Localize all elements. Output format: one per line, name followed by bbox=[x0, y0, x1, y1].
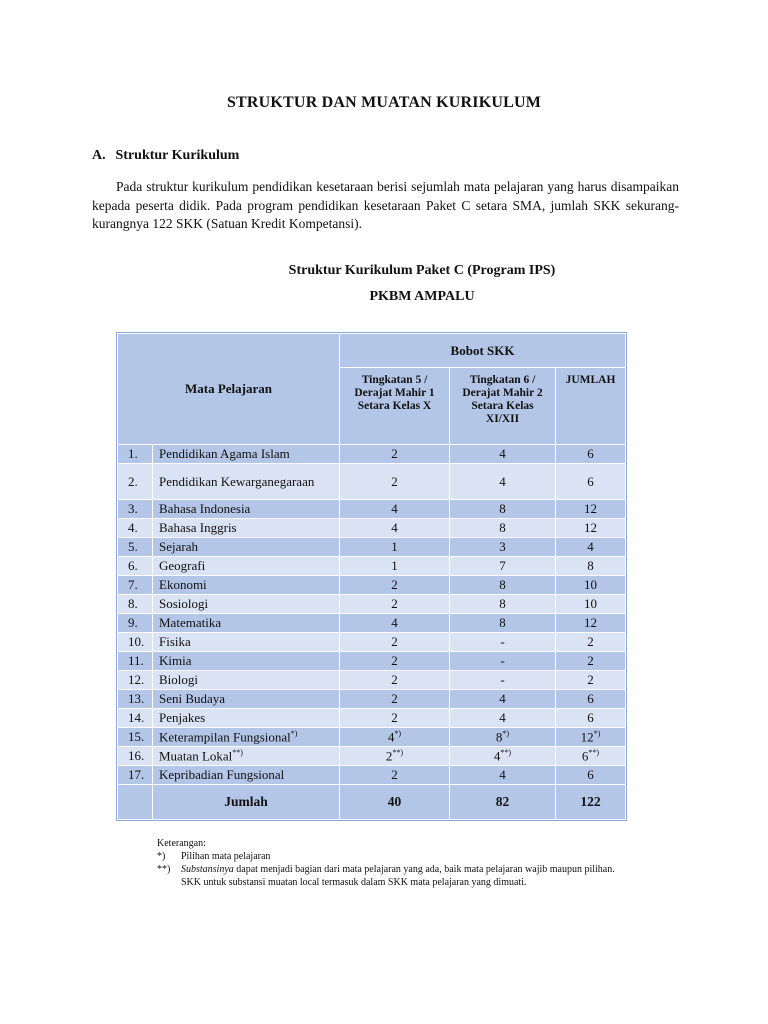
row-jumlah bbox=[556, 690, 626, 709]
row-jumlah-text: 6 bbox=[581, 748, 589, 764]
row-t5 bbox=[340, 538, 450, 557]
note2-line2: SKK untuk substansi muatan local termasuk dalam SKK mata pelajaran yang dimuati. bbox=[181, 877, 527, 888]
row-jumlah bbox=[556, 709, 626, 728]
table-row bbox=[118, 671, 626, 690]
row-subject-footnote: *) bbox=[290, 728, 298, 738]
header-subject: Mata Pelajaran bbox=[118, 334, 340, 445]
total-t6: 82 bbox=[450, 785, 556, 820]
row-jumlah-text: 8 bbox=[587, 558, 594, 573]
row-jumlah-text: 12 bbox=[584, 615, 598, 630]
row-jumlah bbox=[556, 633, 626, 652]
note1-text: Pilihan mata pelajaran bbox=[181, 851, 271, 862]
row-t5-text: 2 bbox=[391, 634, 398, 649]
row-number bbox=[118, 519, 153, 538]
table-row bbox=[118, 500, 626, 519]
row-t5-text: 2 bbox=[391, 473, 398, 489]
note1-mark: *) bbox=[157, 851, 166, 862]
row-t5 bbox=[340, 728, 450, 747]
row-subject-text: Matematika bbox=[159, 615, 222, 630]
row-t6-text: 7 bbox=[499, 558, 506, 573]
row-jumlah bbox=[556, 766, 626, 785]
row-jumlah bbox=[556, 500, 626, 519]
row-subject bbox=[153, 500, 340, 519]
row-t5-text: 4 bbox=[387, 729, 395, 745]
row-t6-text: 8 bbox=[499, 501, 506, 516]
row-t5-text: 4 bbox=[391, 615, 398, 630]
row-t6-text: 8 bbox=[499, 577, 506, 592]
row-number bbox=[118, 557, 153, 576]
row-t5-text: 2 bbox=[391, 672, 398, 687]
row-jumlah bbox=[556, 445, 626, 464]
row-t5-text: 2 bbox=[391, 767, 398, 782]
row-number bbox=[118, 690, 153, 709]
row-t6-text: 8 bbox=[499, 520, 506, 535]
row-t6-text: 8 bbox=[499, 615, 506, 630]
row-t5-footnote: *) bbox=[394, 728, 402, 738]
note2-italic: Substansinya bbox=[181, 864, 234, 875]
row-number bbox=[118, 747, 153, 766]
row-t5 bbox=[340, 500, 450, 519]
row-subject bbox=[153, 652, 340, 671]
table-row bbox=[118, 690, 626, 709]
row-t6 bbox=[450, 519, 556, 538]
row-jumlah-text: 10 bbox=[584, 596, 598, 611]
table-row bbox=[118, 747, 626, 766]
row-jumlah bbox=[556, 614, 626, 633]
row-jumlah bbox=[556, 557, 626, 576]
curriculum-table bbox=[117, 333, 626, 820]
row-t6 bbox=[450, 538, 556, 557]
row-t6 bbox=[450, 464, 556, 500]
row-t6 bbox=[450, 747, 556, 766]
row-t6 bbox=[450, 445, 556, 464]
row-t5 bbox=[340, 652, 450, 671]
row-number bbox=[118, 464, 153, 500]
row-t6-text: - bbox=[500, 634, 505, 649]
row-t5 bbox=[340, 614, 450, 633]
row-t5 bbox=[340, 595, 450, 614]
table-row bbox=[118, 633, 626, 652]
table-row bbox=[118, 557, 626, 576]
row-jumlah-text: 4 bbox=[587, 539, 594, 554]
row-t5 bbox=[340, 747, 450, 766]
row-jumlah-text: 10 bbox=[584, 577, 598, 592]
row-number-text: 14. bbox=[128, 710, 145, 725]
row-t6-text: 8 bbox=[499, 596, 506, 611]
row-t5-text: 1 bbox=[391, 558, 398, 573]
table-row bbox=[118, 652, 626, 671]
page-title: STRUKTUR DAN MUATAN KURIKULUM bbox=[226, 94, 542, 111]
row-t6 bbox=[450, 576, 556, 595]
note2-mark: **) bbox=[157, 864, 171, 875]
row-number-text: 2. bbox=[128, 473, 138, 489]
row-jumlah-footnote: *) bbox=[593, 728, 601, 738]
row-t5-text: 4 bbox=[391, 501, 398, 516]
row-subject-text: Kepribadian Fungsional bbox=[159, 767, 285, 782]
row-subject-text: Ekonomi bbox=[159, 577, 207, 592]
row-subject bbox=[153, 633, 340, 652]
row-t6 bbox=[450, 614, 556, 633]
row-t6-footnote: *) bbox=[502, 728, 510, 738]
row-jumlah-footnote: **) bbox=[588, 747, 600, 757]
row-t6 bbox=[450, 595, 556, 614]
row-subject-text: Geografi bbox=[159, 558, 206, 573]
table-row bbox=[118, 766, 626, 785]
row-number bbox=[118, 709, 153, 728]
header-tingkatan-5: Tingkatan 5 / Derajat Mahir 1 Setara Kelas X bbox=[340, 368, 450, 445]
row-number-text: 6. bbox=[128, 558, 138, 573]
row-subject bbox=[153, 538, 340, 557]
note2-text: dapat menjadi bagian dari mata pelajaran yang ada, baik mata pelajaran wajib maupun pilihan. bbox=[233, 864, 615, 875]
section-title: Struktur Kurikulum bbox=[115, 148, 240, 163]
table-row bbox=[118, 445, 626, 464]
row-subject-text: Seni Budaya bbox=[159, 691, 226, 706]
section-number: A. bbox=[92, 148, 106, 163]
total-jumlah: 122 bbox=[556, 785, 626, 820]
row-number bbox=[118, 500, 153, 519]
row-t5-text: 2 bbox=[391, 691, 398, 706]
row-number bbox=[118, 576, 153, 595]
row-subject bbox=[153, 614, 340, 633]
row-t6 bbox=[450, 766, 556, 785]
total-label: Jumlah bbox=[153, 785, 340, 820]
row-t5-text: 4 bbox=[391, 520, 398, 535]
row-t6-text: 4 bbox=[499, 446, 506, 461]
row-t6-text: 3 bbox=[499, 539, 506, 554]
row-subject-text: Sosiologi bbox=[159, 596, 209, 611]
section-heading bbox=[92, 148, 239, 164]
row-jumlah bbox=[556, 576, 626, 595]
row-subject bbox=[153, 445, 340, 464]
row-t5 bbox=[340, 709, 450, 728]
row-t6 bbox=[450, 557, 556, 576]
row-number bbox=[118, 614, 153, 633]
row-t5 bbox=[340, 576, 450, 595]
row-t6-text: 4 bbox=[499, 691, 506, 706]
table-row bbox=[118, 728, 626, 747]
row-t5 bbox=[340, 766, 450, 785]
row-t6 bbox=[450, 671, 556, 690]
row-jumlah-text: 6 bbox=[587, 710, 594, 725]
row-t5-text: 2 bbox=[391, 577, 398, 592]
row-jumlah bbox=[556, 464, 626, 500]
table-title: Struktur Kurikulum Paket C (Program IPS) bbox=[288, 263, 556, 278]
row-number-text: 5. bbox=[128, 539, 138, 554]
table-row bbox=[118, 576, 626, 595]
row-subject-text: Bahasa Indonesia bbox=[159, 501, 251, 516]
row-t5-text: 1 bbox=[391, 539, 398, 554]
row-t5 bbox=[340, 633, 450, 652]
row-subject bbox=[153, 766, 340, 785]
table-row bbox=[118, 538, 626, 557]
table-row bbox=[118, 709, 626, 728]
row-t6-text: - bbox=[500, 653, 505, 668]
row-subject bbox=[153, 464, 340, 500]
row-t6 bbox=[450, 728, 556, 747]
row-number bbox=[118, 633, 153, 652]
row-t6-text: 4 bbox=[499, 473, 506, 489]
total-row bbox=[118, 785, 626, 820]
row-jumlah-text: 2 bbox=[587, 634, 594, 649]
row-subject bbox=[153, 671, 340, 690]
row-t6-text: 4 bbox=[499, 767, 506, 782]
row-t6-text: 4 bbox=[499, 710, 506, 725]
row-t5 bbox=[340, 445, 450, 464]
table-subtitle: PKBM AMPALU bbox=[369, 289, 475, 304]
row-t6-text: - bbox=[500, 672, 505, 687]
row-subject-text: Penjakes bbox=[159, 710, 206, 725]
table-row bbox=[118, 519, 626, 538]
row-jumlah bbox=[556, 652, 626, 671]
row-t6-text: 8 bbox=[495, 729, 503, 745]
row-number-text: 16. bbox=[128, 748, 145, 763]
row-subject-footnote: **) bbox=[232, 747, 243, 757]
row-subject-text: Keterampilan Fungsional bbox=[159, 729, 291, 745]
intro-text: Pada struktur kurikulum pendidikan kesetaraan berisi sejumlah mata pelajaran yang harus disampaikan kepada peserta didik. Pada program pendidikan kesetaraan Paket C setara SMA, jumlah SKK sekurang-kurangnya 122 SKK (Satuan Kredit Kompetansi). bbox=[92, 179, 679, 231]
row-subject-text: Biologi bbox=[159, 672, 199, 687]
row-jumlah-text: 6 bbox=[587, 473, 594, 489]
row-t5 bbox=[340, 557, 450, 576]
row-jumlah-text: 6 bbox=[587, 446, 594, 461]
row-number-text: 12. bbox=[128, 672, 145, 687]
row-number-text: 10. bbox=[128, 634, 145, 649]
row-t5-text: 2 bbox=[391, 710, 398, 725]
row-subject-text: Fisika bbox=[159, 634, 191, 649]
notes bbox=[157, 837, 697, 889]
row-t5-footnote: **) bbox=[392, 747, 404, 757]
total-t5: 40 bbox=[340, 785, 450, 820]
row-jumlah-text: 2 bbox=[587, 672, 594, 687]
row-number-text: 13. bbox=[128, 691, 145, 706]
row-number-text: 8. bbox=[128, 596, 138, 611]
row-number bbox=[118, 728, 153, 747]
row-number-text: 4. bbox=[128, 520, 138, 535]
row-t6 bbox=[450, 690, 556, 709]
row-subject bbox=[153, 557, 340, 576]
row-t5 bbox=[340, 671, 450, 690]
row-subject bbox=[153, 747, 340, 766]
row-t5-text: 2 bbox=[391, 596, 398, 611]
row-number-text: 11. bbox=[128, 653, 144, 668]
row-t6 bbox=[450, 709, 556, 728]
header-bobot-skk: Bobot SKK bbox=[340, 334, 626, 368]
notes-heading: Keterangan: bbox=[157, 838, 206, 849]
row-jumlah-text: 2 bbox=[587, 653, 594, 668]
row-jumlah-text: 6 bbox=[587, 767, 594, 782]
row-number-text: 17. bbox=[128, 767, 145, 782]
row-jumlah bbox=[556, 538, 626, 557]
row-jumlah bbox=[556, 671, 626, 690]
row-t5-text: 2 bbox=[385, 748, 393, 764]
row-t5 bbox=[340, 690, 450, 709]
row-number bbox=[118, 766, 153, 785]
row-jumlah-text: 6 bbox=[587, 691, 594, 706]
row-number bbox=[118, 538, 153, 557]
row-jumlah bbox=[556, 728, 626, 747]
row-jumlah bbox=[556, 747, 626, 766]
row-number-text: 1. bbox=[128, 446, 138, 461]
row-subject bbox=[153, 519, 340, 538]
row-number-text: 7. bbox=[128, 577, 138, 592]
row-number bbox=[118, 652, 153, 671]
row-t5 bbox=[340, 519, 450, 538]
row-t5-text: 2 bbox=[391, 446, 398, 461]
row-t6 bbox=[450, 500, 556, 519]
row-jumlah bbox=[556, 595, 626, 614]
row-subject bbox=[153, 576, 340, 595]
row-jumlah bbox=[556, 519, 626, 538]
row-subject bbox=[153, 728, 340, 747]
row-number-text: 9. bbox=[128, 615, 138, 630]
row-number-text: 3. bbox=[128, 501, 138, 516]
intro-paragraph bbox=[92, 178, 679, 234]
row-jumlah-text: 12 bbox=[584, 520, 598, 535]
row-number bbox=[118, 445, 153, 464]
row-t6 bbox=[450, 633, 556, 652]
row-number bbox=[118, 595, 153, 614]
row-subject bbox=[153, 595, 340, 614]
row-subject-text: Pendidikan Agama Islam bbox=[159, 446, 290, 461]
row-subject-text: Kimia bbox=[159, 653, 192, 668]
row-subject bbox=[153, 709, 340, 728]
row-jumlah-text: 12 bbox=[580, 729, 594, 745]
row-subject-text: Bahasa Inggris bbox=[159, 520, 237, 535]
row-t6-text: 4 bbox=[493, 748, 501, 764]
row-subject-text: Sejarah bbox=[159, 539, 198, 554]
row-t6-footnote: **) bbox=[500, 747, 512, 757]
table-row bbox=[118, 464, 626, 500]
row-subject bbox=[153, 690, 340, 709]
row-subject-text: Muatan Lokal bbox=[159, 748, 233, 764]
row-jumlah-text: 12 bbox=[584, 501, 598, 516]
row-t5 bbox=[340, 464, 450, 500]
row-subject-text: Pendidikan Kewarganegaraan bbox=[159, 473, 315, 489]
row-t5-text: 2 bbox=[391, 653, 398, 668]
table-row bbox=[118, 595, 626, 614]
header-jumlah: JUMLAH bbox=[556, 368, 626, 445]
table-row bbox=[118, 614, 626, 633]
row-number-text: 15. bbox=[128, 729, 145, 744]
header-tingkatan-6: Tingkatan 6 / Derajat Mahir 2 Setara Kelas XI/XII bbox=[450, 368, 556, 445]
row-number bbox=[118, 671, 153, 690]
row-t6 bbox=[450, 652, 556, 671]
